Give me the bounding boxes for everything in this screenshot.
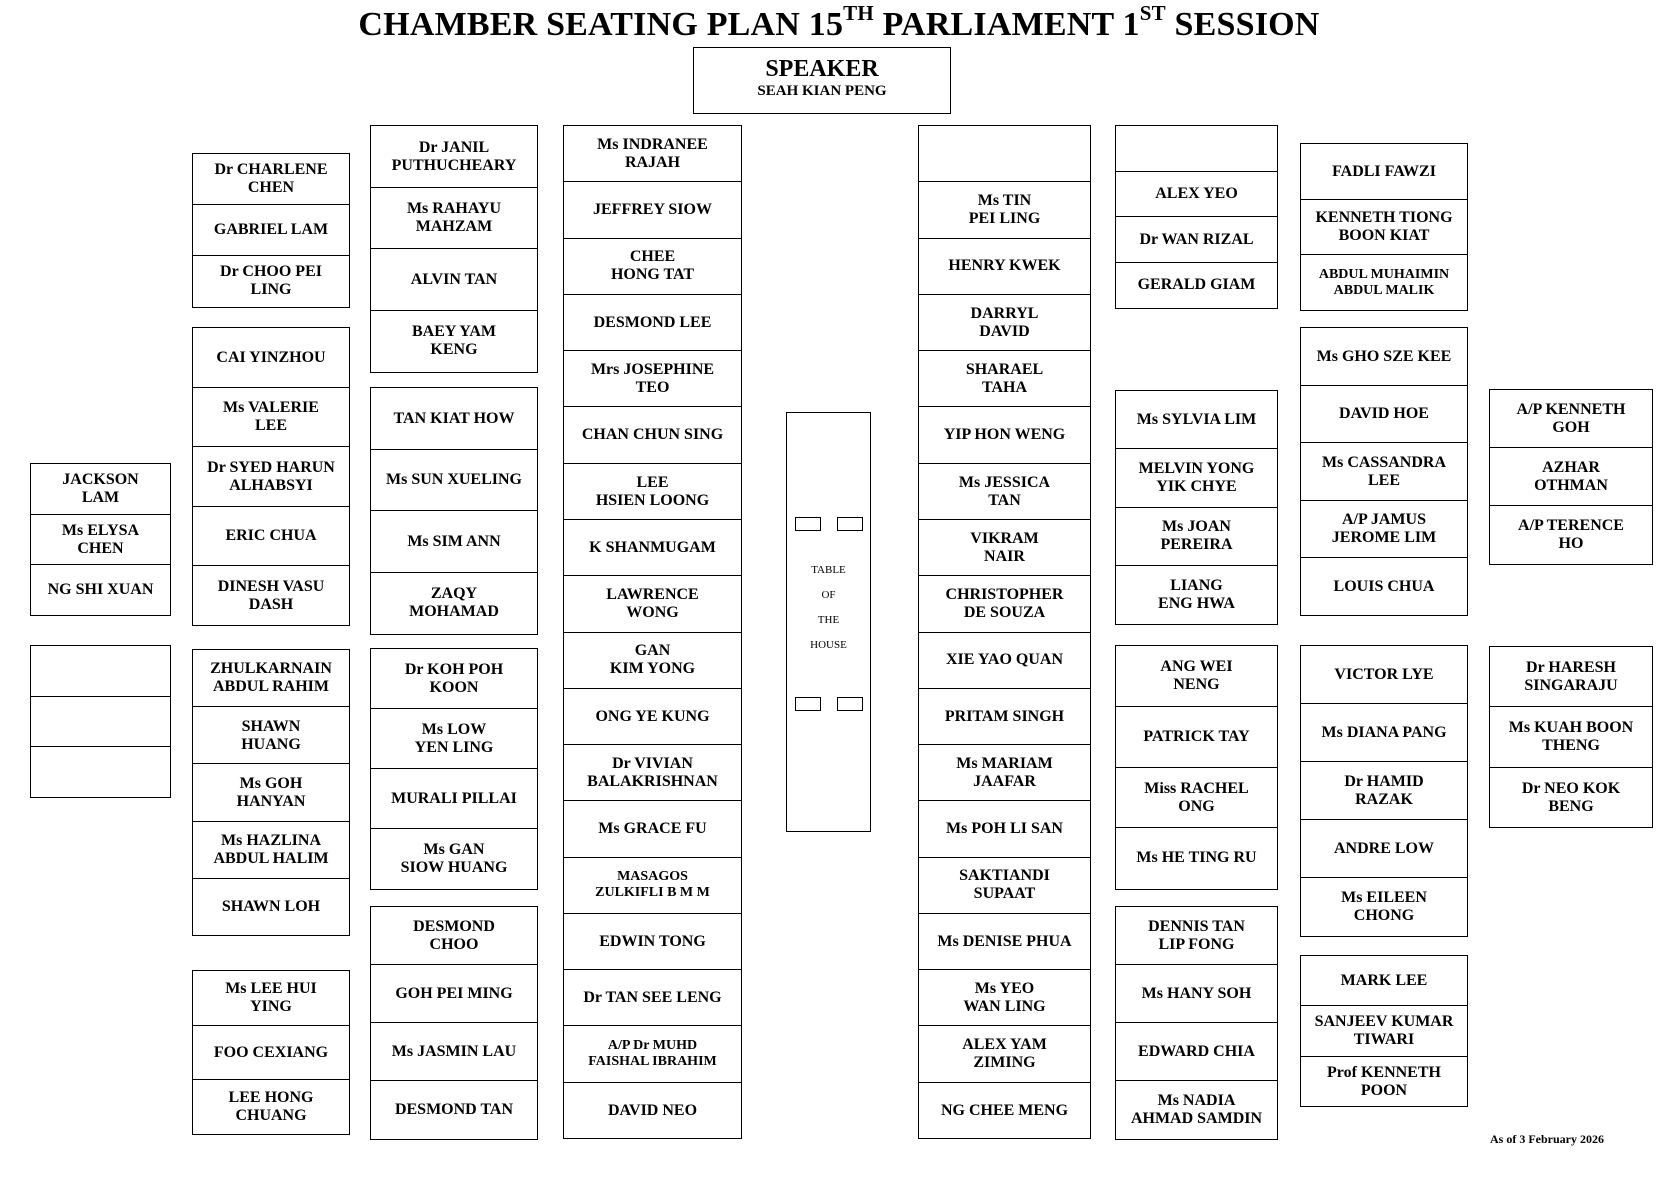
seat: Ms ELYSA CHEN: [30, 514, 171, 566]
seat: ALEX YEO: [1115, 171, 1278, 218]
seat: GOH PEI MING: [370, 964, 538, 1024]
seat: LOUIS CHUA: [1300, 557, 1468, 616]
seat: ALVIN TAN: [370, 248, 538, 311]
seat: GAN KIM YONG: [563, 632, 742, 690]
table-marker: [795, 517, 821, 531]
seat: K SHANMUGAM: [563, 519, 742, 577]
seat: SANJEEV KUMAR TIWARI: [1300, 1005, 1468, 1057]
seat-empty: [30, 696, 171, 748]
seat: Ms JASMIN LAU: [370, 1022, 538, 1082]
seat: DESMOND TAN: [370, 1080, 538, 1140]
seat: Ms MARIAM JAAFAR: [918, 744, 1091, 802]
seat: Ms DENISE PHUA: [918, 913, 1091, 971]
seat: FADLI FAWZI: [1300, 143, 1468, 200]
seat: SHAWN LOH: [192, 878, 350, 937]
seat: DINESH VASU DASH: [192, 565, 350, 626]
seat: DARRYL DAVID: [918, 294, 1091, 352]
seat: Ms SIM ANN: [370, 510, 538, 573]
seat: CAI YINZHOU: [192, 327, 350, 388]
seat: A/P TERENCE HO: [1489, 505, 1653, 565]
seat: Dr CHARLENE CHEN: [192, 153, 350, 206]
table-marker: [837, 697, 863, 711]
seat: DAVID NEO: [563, 1082, 742, 1140]
seat: Dr TAN SEE LENG: [563, 969, 742, 1027]
seat: DESMOND CHOO: [370, 906, 538, 966]
page-title: CHAMBER SEATING PLAN 15TH PARLIAMENT 1ST SESSION: [358, 0, 1320, 43]
seat: ABDUL MUHAIMIN ABDUL MALIK: [1300, 254, 1468, 311]
seat: AZHAR OTHMAN: [1489, 447, 1653, 507]
seat: Ms LEE HUI YING: [192, 970, 350, 1026]
seat: Ms EILEEN CHONG: [1300, 877, 1468, 937]
seat: SHAWN HUANG: [192, 706, 350, 765]
table-of-the-house: [786, 412, 871, 832]
seat: DESMOND LEE: [563, 294, 742, 352]
table-marker: [795, 697, 821, 711]
seat: A/P JAMUS JEROME LIM: [1300, 500, 1468, 559]
seat: Ms DIANA PANG: [1300, 703, 1468, 763]
seat: ANDRE LOW: [1300, 819, 1468, 879]
seat-empty: [1115, 125, 1278, 172]
seat: MURALI PILLAI: [370, 768, 538, 830]
seat: XIE YAO QUAN: [918, 632, 1091, 690]
seat: Dr JANIL PUTHUCHEARY: [370, 125, 538, 188]
seat: ANG WEI NENG: [1115, 645, 1278, 707]
table-marker: [837, 517, 863, 531]
seat: TAN KIAT HOW: [370, 387, 538, 450]
seat: DAVID HOE: [1300, 385, 1468, 444]
seat: ONG YE KUNG: [563, 688, 742, 746]
seat: Dr VIVIAN BALAKRISHNAN: [563, 744, 742, 802]
seat: Dr NEO KOK BENG: [1489, 767, 1653, 829]
seat: JACKSON LAM: [30, 463, 171, 515]
seat: CHEE HONG TAT: [563, 238, 742, 296]
seat-empty: [30, 746, 171, 798]
seat: LIANG ENG HWA: [1115, 565, 1278, 625]
as-of-date: As of 3 February 2026: [1490, 1132, 1604, 1146]
seat: Ms KUAH BOON THENG: [1489, 706, 1653, 768]
seat: Miss RACHEL ONG: [1115, 767, 1278, 829]
seat: Ms GHO SZE KEE: [1300, 327, 1468, 386]
seat: CHRISTOPHER DE SOUZA: [918, 575, 1091, 633]
seat: Ms HANY SOH: [1115, 964, 1278, 1024]
seat: SAKTIANDI SUPAAT: [918, 857, 1091, 915]
seat: Dr KOH POH KOON: [370, 648, 538, 710]
seat: Prof KENNETH POON: [1300, 1056, 1468, 1108]
seat: NG CHEE MENG: [918, 1082, 1091, 1140]
seat: LAWRENCE WONG: [563, 575, 742, 633]
seat: VICTOR LYE: [1300, 645, 1468, 705]
seat: Dr SYED HARUN ALHABSYI: [192, 446, 350, 507]
seat: Mrs JOSEPHINE TEO: [563, 350, 742, 408]
seat: VIKRAM NAIR: [918, 519, 1091, 577]
seat: Ms VALERIE LEE: [192, 387, 350, 448]
seat: Ms NADIA AHMAD SAMDIN: [1115, 1080, 1278, 1140]
seat: Ms RAHAYU MAHZAM: [370, 187, 538, 250]
seat: EDWIN TONG: [563, 913, 742, 971]
seat: Ms CASSANDRA LEE: [1300, 442, 1468, 501]
seat: SHARAEL TAHA: [918, 350, 1091, 408]
seat: LEE HONG CHUANG: [192, 1079, 350, 1135]
seat: Ms SYLVIA LIM: [1115, 390, 1278, 450]
seat: PRITAM SINGH: [918, 688, 1091, 746]
seat: Ms TIN PEI LING: [918, 181, 1091, 239]
seat: Ms JOAN PEREIRA: [1115, 507, 1278, 567]
table-label: TABLE OF THE HOUSE: [810, 564, 847, 651]
seat: Dr HARESH SINGARAJU: [1489, 646, 1653, 708]
seat: A/P KENNETH GOH: [1489, 389, 1653, 449]
seat: Ms YEO WAN LING: [918, 969, 1091, 1027]
seat: HENRY KWEK: [918, 238, 1091, 296]
seat: ZHULKARNAIN ABDUL RAHIM: [192, 649, 350, 708]
seat: Ms POH LI SAN: [918, 800, 1091, 858]
seat-empty: [30, 645, 171, 697]
speaker-title: SPEAKER: [765, 56, 879, 82]
seat: Ms GRACE FU: [563, 800, 742, 858]
seat: JEFFREY SIOW: [563, 181, 742, 239]
seat: ZAQY MOHAMAD: [370, 572, 538, 635]
seat: ALEX YAM ZIMING: [918, 1025, 1091, 1083]
seat: BAEY YAM KENG: [370, 310, 538, 373]
seat: Ms INDRANEE RAJAH: [563, 125, 742, 183]
seat: GERALD GIAM: [1115, 262, 1278, 309]
seat: A/P Dr MUHD FAISHAL IBRAHIM: [563, 1025, 742, 1083]
seat: YIP HON WENG: [918, 406, 1091, 464]
seat-empty: [918, 125, 1091, 183]
seat: Ms HE TING RU: [1115, 827, 1278, 889]
seat: Ms LOW YEN LING: [370, 708, 538, 770]
seat: GABRIEL LAM: [192, 204, 350, 257]
seat: MELVIN YONG YIK CHYE: [1115, 448, 1278, 508]
seat: PATRICK TAY: [1115, 706, 1278, 768]
seat: MASAGOS ZULKIFLI B M M: [563, 857, 742, 915]
seat: FOO CEXIANG: [192, 1025, 350, 1081]
seat: KENNETH TIONG BOON KIAT: [1300, 199, 1468, 256]
seat: EDWARD CHIA: [1115, 1022, 1278, 1082]
seat: LEE HSIEN LOONG: [563, 463, 742, 521]
seat: Dr WAN RIZAL: [1115, 216, 1278, 263]
seat: DENNIS TAN LIP FONG: [1115, 906, 1278, 966]
speaker-name: SEAH KIAN PENG: [757, 83, 887, 99]
seat: Dr HAMID RAZAK: [1300, 761, 1468, 821]
seat: Ms GOH HANYAN: [192, 763, 350, 822]
seat: Ms HAZLINA ABDUL HALIM: [192, 821, 350, 880]
seat: CHAN CHUN SING: [563, 406, 742, 464]
seat: Ms JESSICA TAN: [918, 463, 1091, 521]
seat: Ms SUN XUELING: [370, 449, 538, 512]
seat: Dr CHOO PEI LING: [192, 255, 350, 308]
seat: MARK LEE: [1300, 955, 1468, 1007]
seat: ERIC CHUA: [192, 506, 350, 567]
seat: NG SHI XUAN: [30, 564, 171, 616]
speaker-box: [693, 47, 951, 114]
seat: Ms GAN SIOW HUANG: [370, 828, 538, 890]
